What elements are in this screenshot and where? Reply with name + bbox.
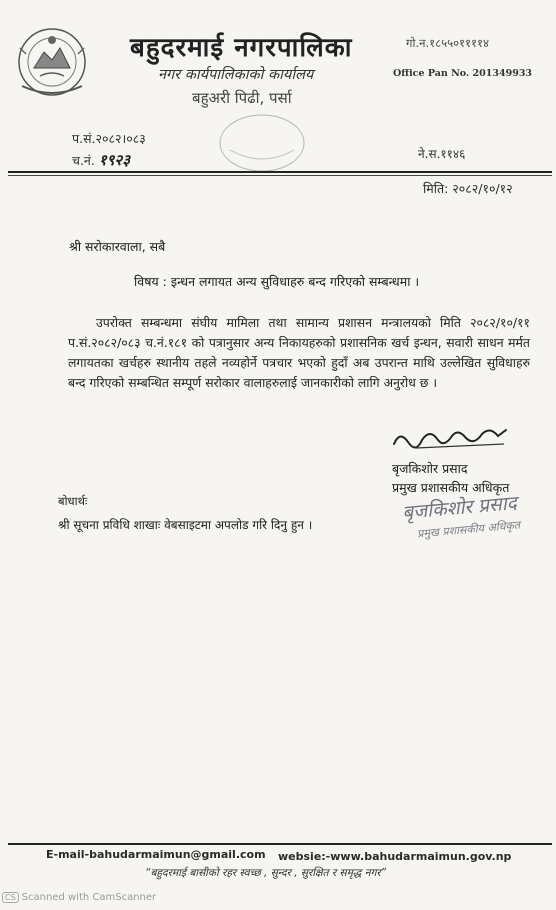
dispatch-number-label: च.नं. [72,153,95,168]
signatory-seal-name: बृजकिशोर प्रसाद [401,492,518,524]
letter-recipient: श्री सरोकारवाला, सबै [69,239,166,254]
office-pan: Office Pan No. 201349933 [393,68,533,79]
nepal-emblem-logo [12,24,92,100]
signatory-seal-title: प्रमुख प्रशासकीय अधिकृत [416,518,521,541]
letter-subject: विषय : इन्धन लगायत अन्य सुविधाहरु बन्द गरिएको सम्बन्धमा । [134,274,420,289]
cc-item: श्री सूचना प्रविधि शाखाः वेबसाइटमा अपलोड गरि दिनु हुन । [58,518,313,532]
municipality-name: बहुदरमाई नगरपालिका [130,33,353,63]
signatory-title: प्रमुख प्रशासकीय अधिकृत [392,480,510,495]
dispatch-number [72,150,130,170]
footer-email: E-mail-bahudarmaimun@gmail.com [46,848,266,861]
office-address: बहुअरी पिढी, पर्सा [192,89,292,107]
nepal-samvat-number: ने.स.११४६ [418,147,466,161]
cc-label: बोधार्थः [58,494,88,508]
letter-date: मिति: २०८२/१०/१२ [423,181,513,196]
office-stamp [216,110,308,176]
scanner-watermark [2,892,156,903]
dispatch-number-value: १९२३ [98,151,131,169]
header-divider [8,171,552,173]
camscanner-icon: CS [2,892,19,903]
header-divider-thin [8,175,552,176]
handwritten-signature [386,422,516,454]
letter-body: उपरोक्त सम्बन्धमा संघीय मामिला तथा सामान्य प्रशासन मन्त्रालयको मिति २०८२/१०/११ प.सं.२०८२/०८३ च.नं.१८१ को पत्रानुसार अन्य निकायहरुको प्रशासनिक खर्च इन्धन, सवारी साधन मर्मत लगायतका खर्चहरु स्थानीय तहले नव्यहोर्ने पत्रचार भएको हुदाँ अब उपरान्त माथि उल्लेखित सुविधाहरु बन्द गरिएको सम्बन्धित सम्पूर्ण सरोकार वालाहरुलाई जानकारीको लागि अनुरोध छ । [68,315,530,390]
footer-website: websie:-www.bahudarmaimun.gov.np [278,850,512,863]
footer-motto: “बहुदरमाई बासीको रहर स्वच्छ , सुन्दर , सुरक्षित र समृद्ध नगर” [145,867,387,879]
office-name: नगर कार्यपालिकाको कार्यालय [158,67,314,83]
signatory-name: बृजकिशोर प्रसाद [392,461,468,476]
letter-ref-number: प.सं.२०८२।०८३ [72,131,146,146]
watermark-text: Scanned with CamScanner [21,892,157,903]
gov-number: गो.न.१८५५०११११४ [406,36,489,50]
footer-divider [8,843,552,845]
